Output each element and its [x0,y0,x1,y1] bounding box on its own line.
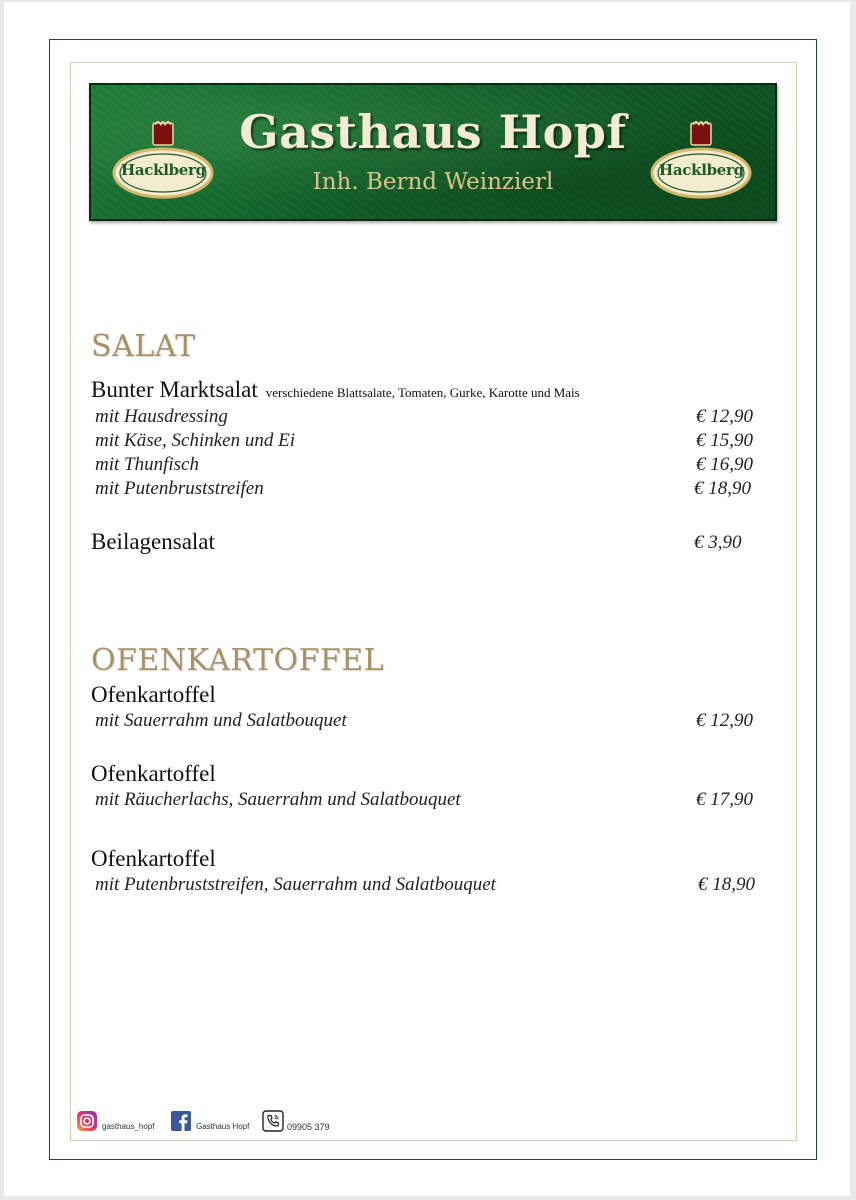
menu-item-name: Ofenkartoffel [91,682,216,707]
instagram-link[interactable] [76,1110,166,1134]
phone-number: 09905 379 [287,1122,330,1132]
menu-page [4,2,850,1196]
menu-item-name: Ofenkartoffel [91,761,216,786]
section-title-salat: SALAT [91,329,196,364]
item-description: verschiedene Blattsalate, Tomaten, Gurke, Karotte und Mais [265,385,580,400]
item-price: € 15,90 [696,430,753,451]
instagram-handle: gasthaus_hopf [102,1122,155,1131]
item-price: € 12,90 [696,406,753,427]
facebook-icon [170,1110,192,1134]
section-title-ofenkartoffel: OFENKARTOFFEL [91,643,385,678]
header-banner [89,83,777,221]
facebook-page-name: Gasthaus Hopf [196,1122,250,1131]
phone-contact[interactable] [262,1110,342,1134]
inner-frame [70,62,797,1141]
item-option: mit Räucherlachs, Sauerrahm und Salatbouquet [95,789,461,810]
item-price: € 3,90 [694,532,742,553]
phone-icon [262,1110,284,1134]
logo-text: Hacklberg [659,161,744,179]
item-option: mit Käse, Schinken und Ei [95,430,295,451]
item-price: € 18,90 [698,874,755,895]
hacklberg-logo-right [649,121,753,203]
item-price: € 16,90 [696,454,753,475]
menu-item-name: Ofenkartoffel [91,846,216,871]
item-price: € 18,90 [694,478,751,499]
item-option: mit Putenbruststreifen [95,478,264,499]
item-option: mit Putenbruststreifen, Sauerrahm und Salatbouquet [95,874,496,895]
menu-item-name: Beilagensalat [91,529,215,554]
item-option: mit Hausdressing [95,406,228,427]
owner-subtitle: Inh. Bernd Weinzierl [312,169,554,195]
restaurant-name: Gasthaus Hopf [239,105,627,159]
instagram-icon [76,1110,98,1134]
item-price: € 17,90 [696,789,753,810]
item-price: € 12,90 [696,710,753,731]
item-name-text: Bunter Marktsalat [91,377,258,402]
facebook-link[interactable] [170,1110,260,1134]
item-option: mit Thunfisch [95,454,199,475]
menu-item-name [91,377,580,403]
logo-text: Hacklberg [121,161,206,179]
item-option: mit Sauerrahm und Salatbouquet [95,710,347,731]
